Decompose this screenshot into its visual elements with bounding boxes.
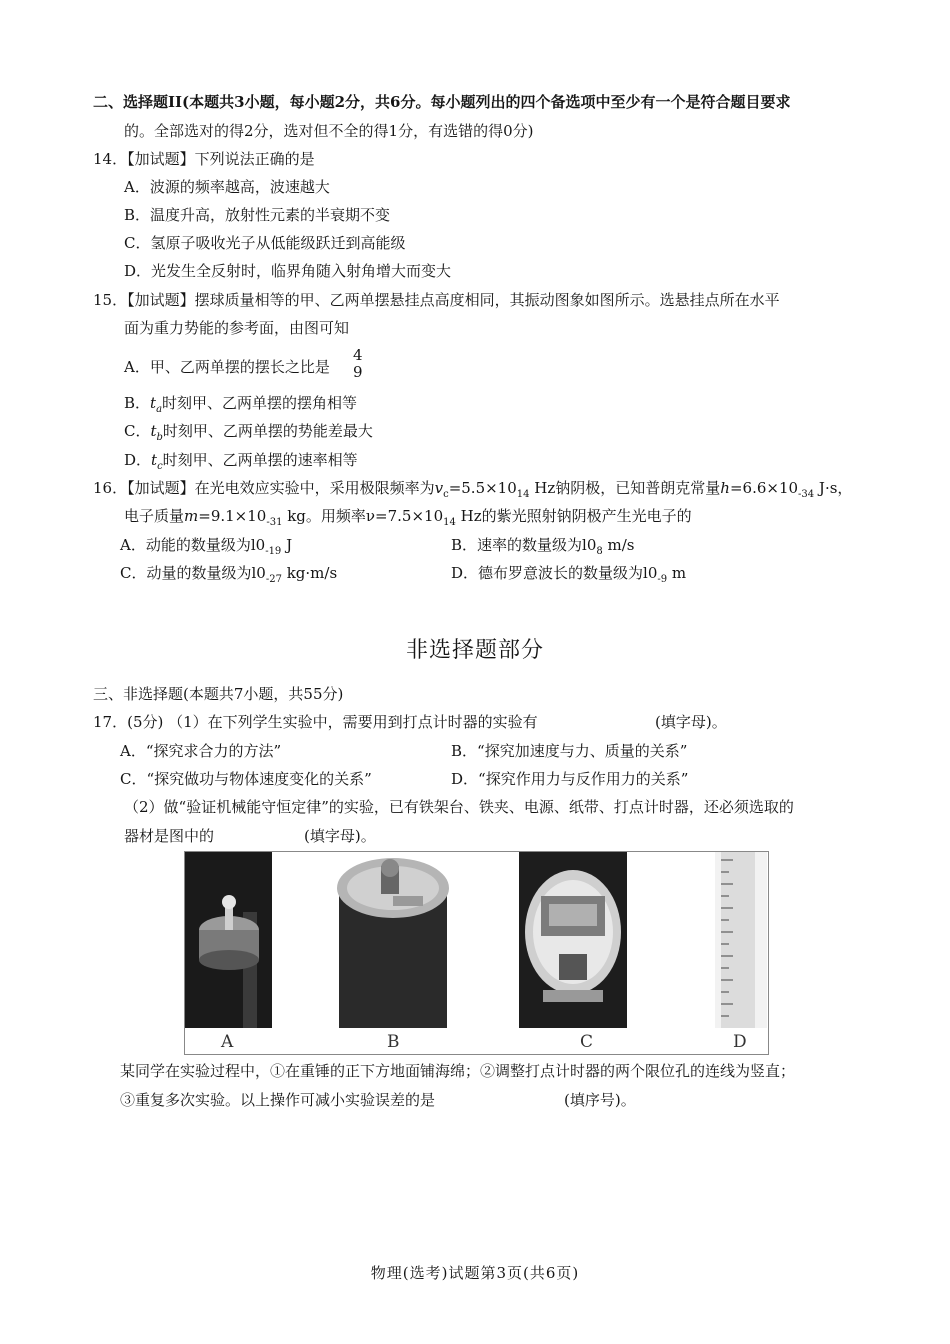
q16-l2g: Hz的紫光照射钠阴极产生光电子的 [455,507,692,525]
q17-part3-tail: (填序号)。 [564,1091,636,1109]
q16-b-exp: 8 [596,546,603,557]
q17-part2-tail: (填字母)。 [304,827,376,845]
photo-c-stopwatch [519,852,627,1028]
q15-stem-line2: 面为重力势能的参考面，由图可知 [124,319,350,337]
q16-s8: =6.6×10 [729,479,799,497]
q15-d-var: t [151,451,158,469]
q14-option-d: D．光发生全反射时，临界角随入射角增大而变大 [124,262,452,280]
q16-option-a [120,535,292,562]
q17-part3-line2: ③重复多次实验。以上操作可减小实验误差的是 [120,1091,436,1109]
q17-stem-tail: (填字母)。 [655,713,727,731]
q16-a-exp: -19 [265,546,282,557]
q16-l2a: 电子质量 [124,507,185,525]
q16-stem-line1 [93,478,852,505]
q16-b-unit: m/s [602,536,635,554]
q16-option-d [451,563,686,590]
photo-label-d: D [733,1032,747,1052]
section-title: 非选择题部分 [405,638,544,663]
photo-label-b: B [387,1032,400,1052]
q16-c-text: C．动量的数量级为l0 [120,564,266,582]
q16-s5: 14 [516,489,530,500]
q15-d-text: 时刻甲、乙两单摆的速率相等 [162,451,358,469]
q17-option-d: D．“探究作用力与反作用力的关系” [451,770,689,788]
q17-part2-line2: 器材是图中的 [124,827,215,845]
photo-d-ruler [715,852,767,1028]
q16-option-b [451,535,635,562]
section3-header: 三、非选择题(本题共7小题，共55分) [93,685,344,703]
q15-d-sub: c [157,461,163,472]
q16-l2d: -31 [266,517,283,528]
q16-s9: -34 [798,489,815,500]
q15-b-sub: a [156,404,163,415]
q16-l2c: =9.1×10 [198,507,267,525]
q16-c-exp: -27 [265,574,282,585]
photo-label-c: C [580,1032,594,1052]
q15-d-prefix: D． [124,451,152,469]
section2-line1: 二、选择题II(本题共3小题，每小题2分，共6分。每小题列出的四个备选项中至少有一个是符合题目要求 [93,93,791,111]
q15-c-text: 时刻甲、乙两单摆的势能差最大 [162,422,373,440]
q14-option-a: A．波源的频率越高，波速越大 [124,178,330,196]
q15-fraction-denominator: 9 [353,363,363,381]
photo-label-a: A [221,1032,234,1052]
photo-a-weight [185,852,272,1028]
q15-option-a: A．甲、乙两单摆的摆长之比是 [124,358,330,376]
q16-l2e: kg。用频率ν=7.5×10 [282,507,444,525]
q15-option-c [124,421,373,448]
q15-b-text: 时刻甲、乙两单摆的摆角相等 [162,394,358,412]
q16-a-text: A．动能的数量级为l0 [120,536,266,554]
q14-option-b: B．温度升高，放射性元素的半衰期不变 [124,206,391,224]
q16-m: m [184,507,199,525]
q17-option-a: A．“探究求合力的方法” [120,742,282,760]
q15-c-var: t [150,422,157,440]
q15-fraction-numerator: 4 [353,346,363,364]
q16-nu-sub: c [443,489,449,500]
q15-c-prefix: C． [124,422,151,440]
q15-option-d [124,450,358,477]
page-footer: 物理(选考)试题第3页(共6页) [370,1264,580,1282]
q15-b-var: t [150,394,157,412]
section2-line2: 的。全部选对的得2分，选对但不全的得1分，有选错的得0分) [124,122,534,140]
q16-s4: =5.5×10 [448,479,517,497]
q16-s1: 16．【加试题】在光电效应实验中，采用极限频率为 [93,479,435,497]
photo-b-heavy-weight [333,852,453,1028]
q16-option-c [120,563,337,590]
q17-part3-line1: 某同学在实验过程中，①在重锤的正下方地面铺海绵；②调整打点计时器的两个限位孔的连线为竖直； [120,1062,796,1080]
q16-b-text: B．速率的数量级为l0 [451,536,597,554]
q17-part2-line1: （2）做“验证机械能守恒定律”的实验，已有铁架台、铁夹、电源、纸带、打点计时器，还必须选取的 [124,798,794,816]
q14-option-c: C．氢原子吸收光子从低能级跃迁到高能级 [124,234,406,252]
q15-stem-line1: 15．【加试题】摆球质量相等的甲、乙两单摆悬挂点高度相同，其振动图象如图所示。选悬挂点所在水平 [93,291,780,309]
q15-b-prefix: B． [124,394,151,412]
q16-s6: Hz钠阴极，已知普朗克常量 [529,479,721,497]
q16-d-exp: -9 [657,574,668,585]
q16-nu: v [434,479,444,497]
q16-d-text: D．德布罗意波长的数量级为l0 [451,564,658,582]
q16-l2f: 14 [443,517,456,528]
q17-option-c: C．“探究做功与物体速度变化的关系” [120,770,372,788]
q16-c-unit: kg·m/s [281,564,338,582]
equipment-photos [184,851,769,1055]
q16-stem-line2 [124,506,692,533]
q16-d-unit: m [667,564,687,582]
q16-a-unit: J [281,536,293,554]
q16-h: h [720,479,730,497]
q17-stem: 17．(5分) （1）在下列学生实验中，需要用到打点计时器的实验有 [93,713,538,731]
q17-option-b: B．“探究加速度与力、质量的关系” [451,742,688,760]
q16-s10: J·s， [814,479,853,497]
q15-option-b [124,393,357,420]
q15-c-sub: b [156,432,163,443]
q14-stem: 14．【加试题】下列说法正确的是 [93,150,315,168]
